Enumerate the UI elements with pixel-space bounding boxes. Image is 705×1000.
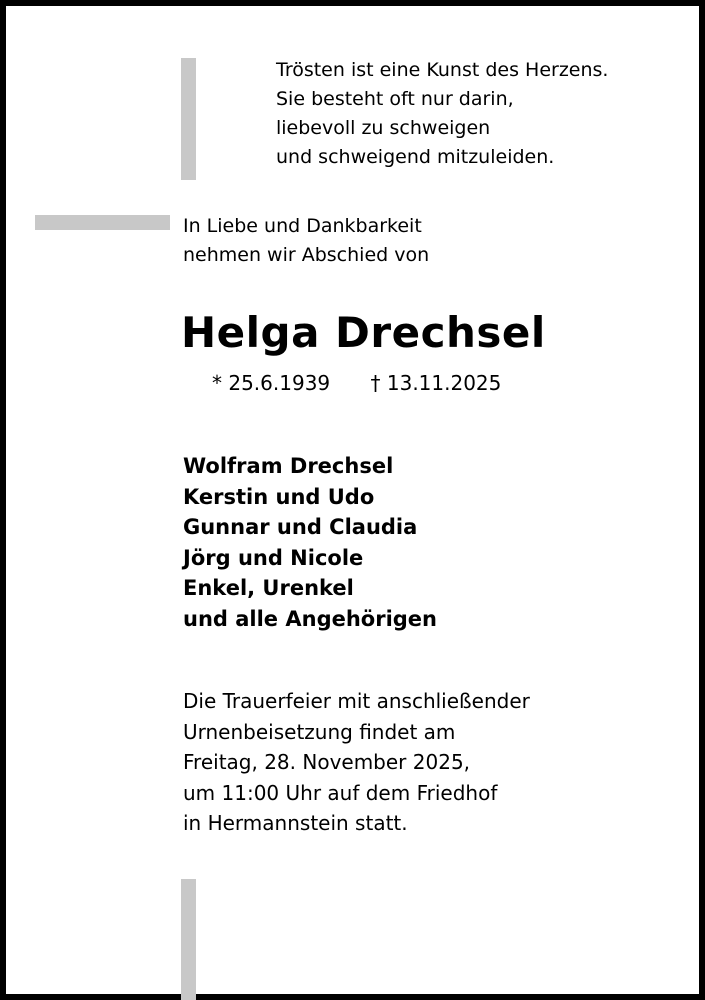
life-dates [212, 368, 501, 398]
mourners-list [183, 451, 437, 635]
death-date: † 13.11.2025 [370, 371, 502, 395]
cross-bar-horizontal [35, 215, 170, 230]
intro-line: In Liebe und Dankbarkeit [183, 215, 422, 237]
mourner-entry: Jörg und Nicole [183, 545, 364, 570]
ceremony-line: in Hermannstein statt. [183, 811, 408, 835]
ceremony-line: Freitag, 28. November 2025, [183, 750, 471, 774]
ceremony-details [183, 686, 530, 839]
consolation-quote [276, 56, 608, 172]
mourner-entry: Gunnar und Claudia [183, 515, 418, 540]
quote-line: Trösten ist eine Kunst des Herzens. [276, 59, 609, 81]
birth-date: * 25.6.1939 [212, 371, 331, 395]
intro-line: nehmen wir Abschied von [183, 244, 430, 266]
quote-line: Sie besteht oft nur darin, [276, 88, 514, 110]
farewell-intro [183, 212, 429, 270]
cross-bar-top [181, 58, 196, 180]
quote-line: und schweigend mitzuleiden. [276, 146, 555, 168]
mourner-entry: Wolfram Drechsel [183, 454, 394, 478]
mourner-entry: Kerstin und Udo [183, 484, 375, 509]
mourner-entry: und alle Angehörigen [183, 606, 437, 631]
ceremony-line: Urnenbeisetzung findet am [183, 719, 456, 744]
quote-line: liebevoll zu schweigen [276, 117, 491, 139]
deceased-name: Helga Drechsel [181, 308, 546, 357]
ceremony-line: Die Trauerfeier mit anschließender [183, 689, 530, 713]
cross-bar-bottom [181, 879, 196, 1000]
mourner-entry: Enkel, Urenkel [183, 576, 354, 601]
ceremony-line: um 11:00 Uhr auf dem Friedhof [183, 780, 498, 805]
